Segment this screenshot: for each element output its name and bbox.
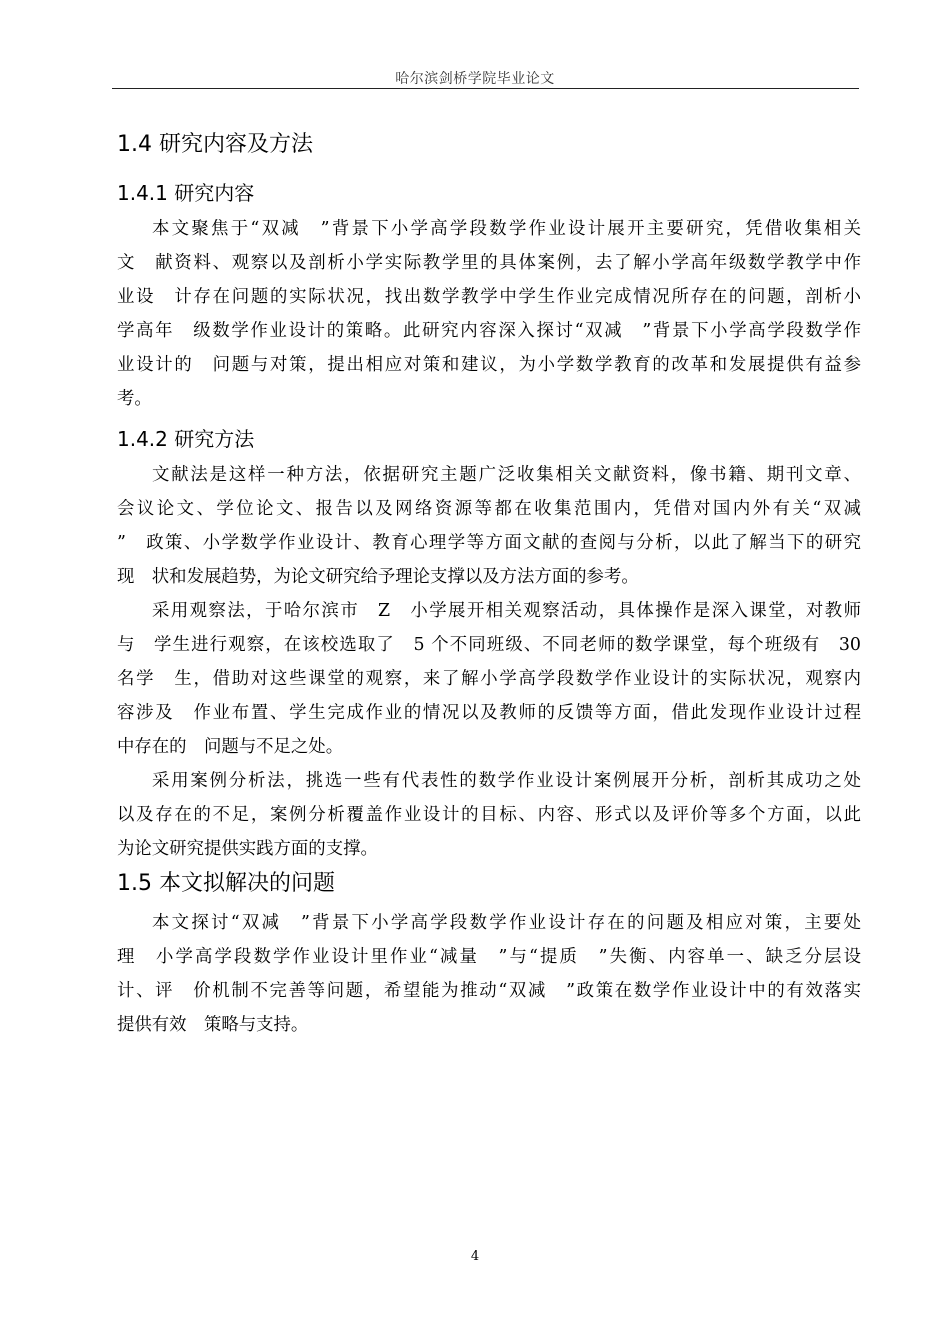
paragraph-line: 容涉及 作业布置、学生完成作业的情况以及教师的反馈等方面，借此发现作业设计过程 [117,703,861,723]
header-divider [112,88,859,89]
paragraph-line: 理 小学高学段数学作业设计里作业“减量 ”与“提质 ”失衡、内容单一、缺乏分层设 [117,947,861,967]
paragraph-line: 采用观察法，于哈尔滨市 Z 小学展开相关观察活动，具体操作是深入课堂，对教师 [152,601,861,621]
paragraph-line: 为论文研究提供实践方面的支撑。 [117,839,378,859]
paragraph-line: 以及存在的不足，案例分析覆盖作业设计的目标、内容、形式以及评价等多个方面，以此 [117,805,861,825]
paragraph-line: 业设 计存在问题的实际状况，找出数学教学中学生作业完成情况所存在的问题，剖析小 [117,287,861,307]
paragraph-line: 学高年 级数学作业设计的策略。此研究内容深入探讨“双减 ”背景下小学高学段数学作 [117,321,861,341]
page-number: 4 [470,1249,480,1264]
paragraph-line: 文献法是这样一种方法，依据研究主题广泛收集相关文献资料，像书籍、期刊文章、 [152,465,861,485]
paragraph-line: 与 学生进行观察，在该校选取了 5 个不同班级、不同老师的数学课堂，每个班级有 30 [117,635,861,655]
section-heading-1-4-1: 1.4.1 研究内容 [117,181,255,205]
paragraph-line: 名学 生，借助对这些课堂的观察，来了解小学高学段数学作业设计的实际状况，观察内 [117,669,861,689]
section-heading-1-5: 1.5 本文拟解决的问题 [117,871,335,896]
paragraph-line: 采用案例分析法，挑选一些有代表性的数学作业设计案例展开分析，剖析其成功之处 [152,771,861,791]
paragraph-line: 提供有效 策略与支持。 [117,1015,309,1035]
paragraph-line: 本文探讨“双减 ”背景下小学高学段数学作业设计存在的问题及相应对策，主要处 [152,913,861,933]
paragraph-line: 文 献资料、观察以及剖析小学实际教学里的具体案例，去了解小学高年级数学教学中作 [117,253,861,273]
section-heading-1-4: 1.4 研究内容及方法 [117,132,313,157]
paragraph-line: 计、评 价机制不完善等问题，希望能为推动“双减 ”政策在数学作业设计中的有效落实 [117,981,861,1001]
paragraph-line: 本文聚焦于“双减 ”背景下小学高学段数学作业设计展开主要研究，凭借收集相关 [152,219,861,239]
paragraph-line: 现 状和发展趋势，为论文研究给予理论支撑以及方法方面的参考。 [117,567,639,587]
paragraph-line: 考。 [117,389,152,409]
paragraph-line: 业设计的 问题与对策，提出相应对策和建议，为小学数学教育的改革和发展提供有益参 [117,355,861,375]
section-heading-1-4-2: 1.4.2 研究方法 [117,427,255,451]
page-header-title: 哈尔滨剑桥学院毕业论文 [395,71,555,87]
paragraph-line: 会议论文、学位论文、报告以及网络资源等都在收集范围内，凭借对国内外有关“双减 [117,499,861,519]
paragraph-line: ” 政策、小学数学作业设计、教育心理学等方面文献的查阅与分析，以此了解当下的研究 [117,533,861,553]
paragraph-line: 中存在的 问题与不足之处。 [117,737,344,757]
